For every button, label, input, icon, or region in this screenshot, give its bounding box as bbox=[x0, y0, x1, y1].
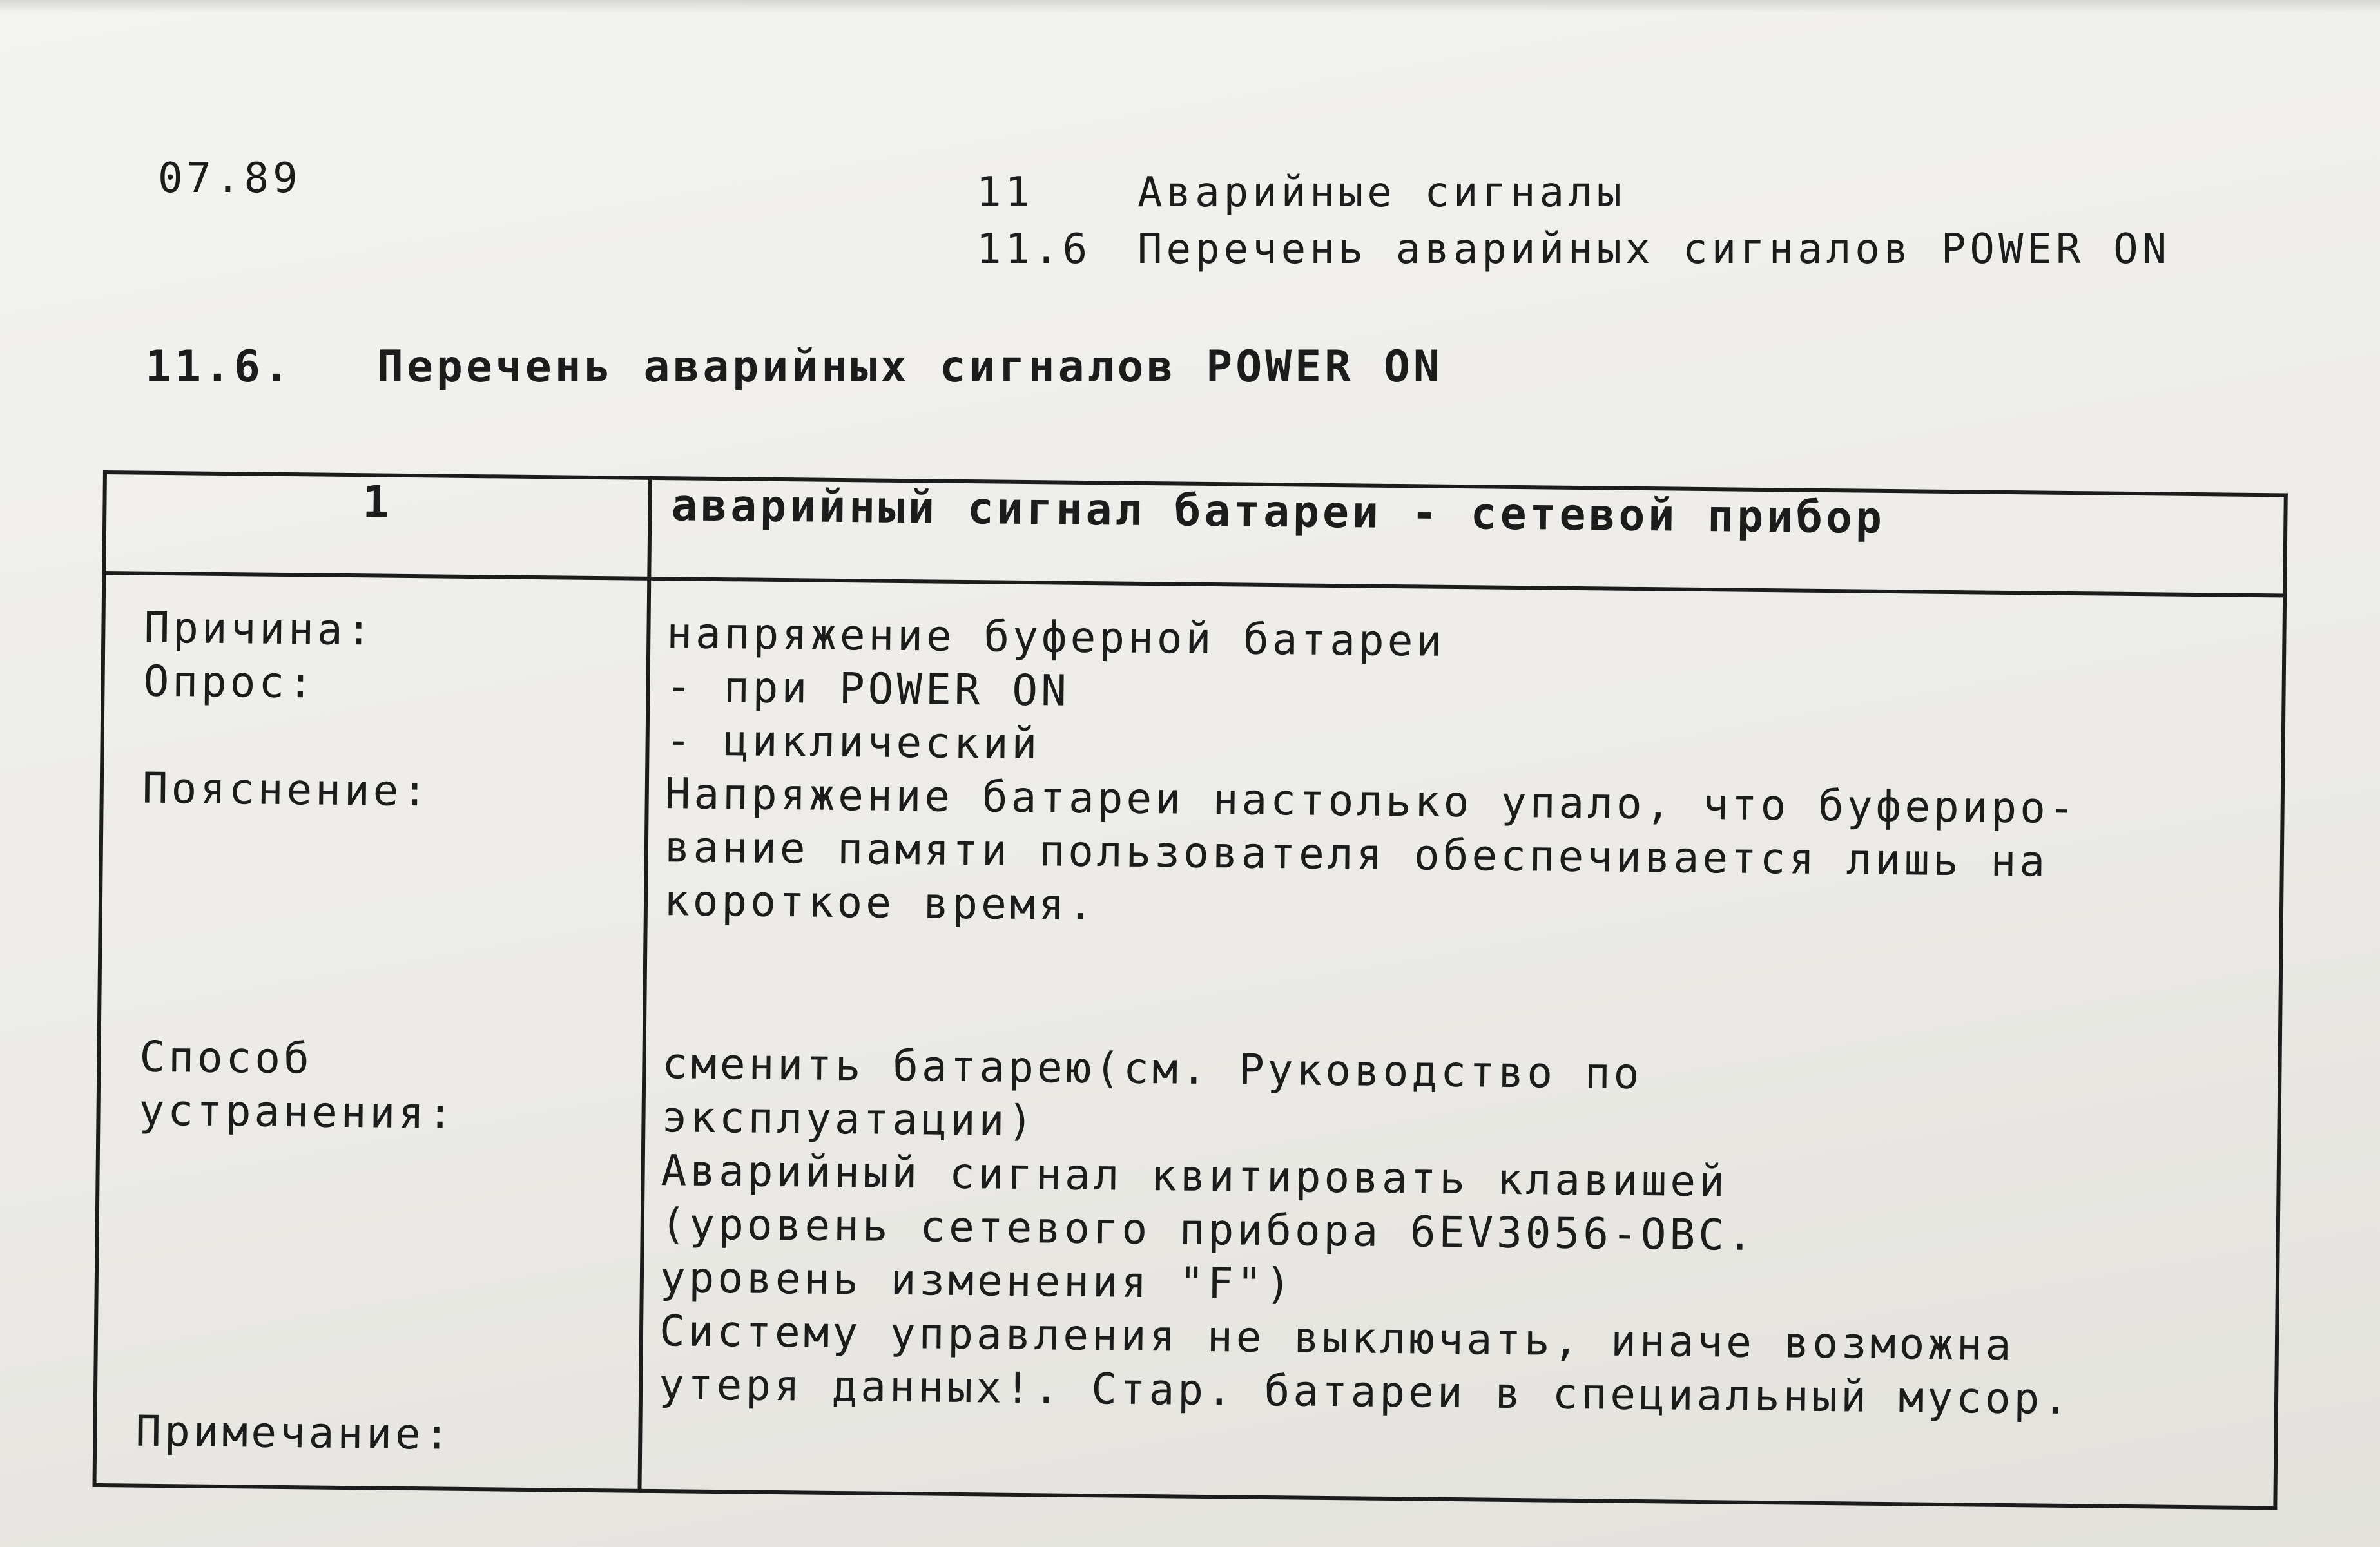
poll-line: - циклический bbox=[665, 715, 1041, 769]
paper-edge bbox=[0, 0, 2380, 13]
alarm-title: аварийный сигнал батареи - сетевой прибор bbox=[649, 478, 2285, 596]
label-remedy-line1: Способ bbox=[139, 1032, 313, 1084]
label-remedy-line2: устранения: bbox=[139, 1085, 457, 1139]
label-explanation: Пояснение: bbox=[142, 763, 431, 816]
document-date: 07.89 bbox=[158, 155, 302, 202]
remedy-line: сменить батарею(см. Руководство по bbox=[662, 1039, 1643, 1099]
label-note: Примечание: bbox=[135, 1406, 453, 1459]
label-poll: Опрос: bbox=[143, 656, 317, 708]
table-body-row bbox=[95, 573, 2285, 1508]
chapter-title: Аварийные сигналы bbox=[1137, 169, 1626, 216]
cause-text: напряжение буферной батареи bbox=[666, 608, 1446, 666]
remedy-line: (уровень сетевого прибора 6EV3056-OBC. bbox=[660, 1199, 1757, 1260]
subchapter-title: Перечень аварийных сигналов POWER ON bbox=[1137, 226, 2171, 273]
alarm-number: 1 bbox=[104, 472, 650, 579]
descriptions-column bbox=[639, 579, 2285, 1508]
poll-line: - при POWER ON bbox=[666, 662, 1070, 716]
label-cause: Причина: bbox=[144, 602, 375, 655]
section-title-text: Перечень аварийных сигналов POWER ON bbox=[377, 341, 1443, 392]
subchapter-number: 11.6 bbox=[976, 226, 1092, 273]
running-header bbox=[976, 164, 2171, 278]
alarm-table bbox=[92, 470, 2287, 1510]
section-title bbox=[145, 341, 1443, 392]
explanation-line: вание памяти пользователя обеспечивается лишь на bbox=[664, 822, 2049, 887]
note-line: Систему управления не выключать, иначе возможна bbox=[659, 1306, 2015, 1370]
explanation-line: короткое время. bbox=[663, 876, 1097, 930]
labels-column bbox=[95, 573, 650, 1491]
section-number: 11.6. bbox=[145, 341, 293, 392]
note-line: утеря данных!. Стар. батареи в специальный мусор. bbox=[658, 1360, 2072, 1425]
remedy-line: эксплуатации) bbox=[661, 1092, 1037, 1146]
remedy-line: Аварийный сигнал квитировать клавишей bbox=[661, 1146, 1728, 1207]
chapter-heading bbox=[976, 164, 2171, 221]
subchapter-heading bbox=[976, 221, 2171, 278]
explanation-line: Напряжение батареи настолько упало, что буфериро- bbox=[664, 769, 2078, 834]
chapter-number: 11 bbox=[976, 169, 1034, 216]
remedy-line: уровень изменения "F") bbox=[659, 1253, 1295, 1309]
